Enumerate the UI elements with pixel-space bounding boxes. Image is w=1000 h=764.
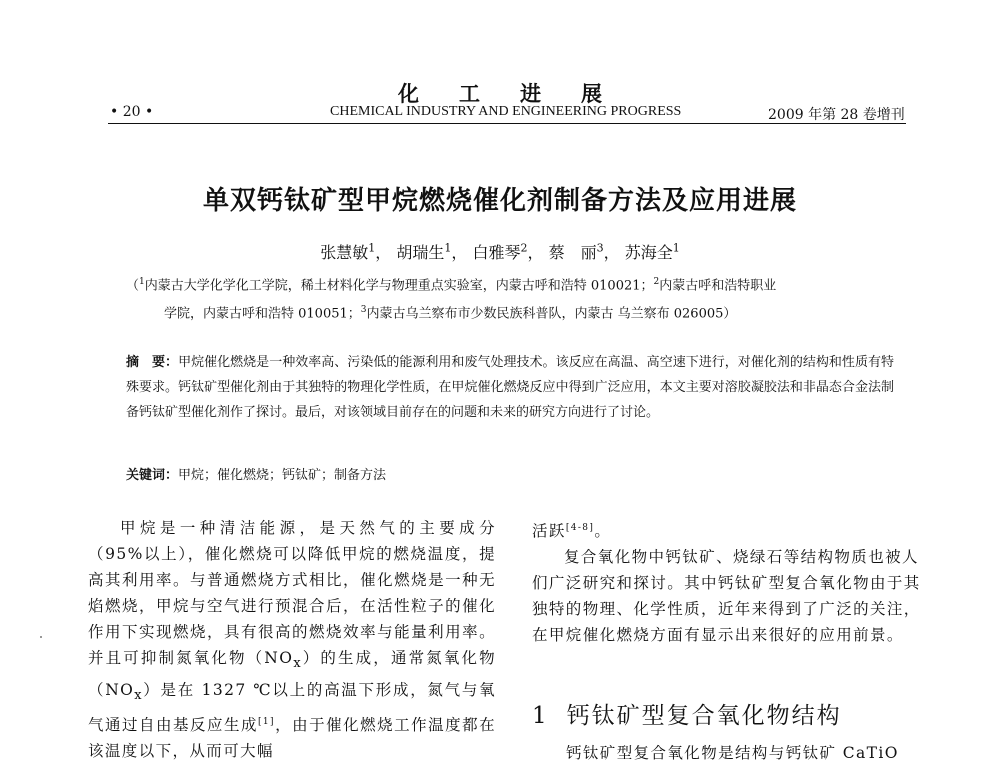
body-column-right	[532, 515, 928, 648]
author-affil-mark: 1	[368, 241, 376, 255]
keywords-text: 甲烷；催化燃烧；钙钛矿；制备方法	[178, 468, 387, 483]
abstract	[126, 350, 894, 425]
journal-title-en: CHEMICAL INDUSTRY AND ENGINEERING PROGRESS	[330, 104, 682, 119]
author-name: 蔡 丽	[548, 243, 597, 262]
paragraph: 复合氧化物中钙钛矿、烧绿石等结构物质也被人们广泛研究和探讨。其中钙钛矿型复合氧化物由于其独特的物理、化学性质，近年来得到了广泛的关注，在甲烷催化燃烧方面有显示出来很好的应用前景。	[532, 548, 921, 645]
issue-info: 2009 年第 28 卷增刊	[768, 107, 905, 123]
header-rule	[108, 123, 906, 124]
abstract-label: 摘 要：	[126, 355, 179, 370]
affiliations: （$^1$内蒙古大学化学化工学院，稀土材料化学与物理重点实验室，内蒙古呼和浩特 010021；$^2$内蒙古呼和浩特职业 学院，内蒙古呼和浩特 010051；$^3$内蒙古乌兰察布市少数民族科普队，内蒙古 乌兰察布 026005）	[126, 277, 777, 322]
affiliation-3: 内蒙古乌兰察布市少数民族科普队，内蒙古 乌兰察布 026005）	[366, 306, 737, 322]
keywords	[126, 464, 386, 483]
abstract-text: 甲烷催化燃烧是一种效率高、污染低的能源利用和废气处理技术。该反应在高温、高空速下进行，对催化剂的结构和性质有特殊要求。钙钛矿型催化剂由于其独特的物理化学性质，在甲烷催化燃烧反应中得到广泛应用，本文主要对溶胶凝胶法和非晶态合金法制备钙钛矿型催化剂作了探讨。最后，对该领域目前存在的问题和未来的研究方向进行了讨论。	[126, 355, 894, 420]
section-text: 钙钛矿型复合氧化物是结构与钙钛矿 CaTiO	[566, 744, 899, 762]
section-number: 1	[532, 703, 549, 729]
author-name: 白雅琴	[472, 243, 521, 262]
author-affil-mark: 1	[444, 241, 452, 255]
affiliation-1: 内蒙古大学化学化工学院，稀土材料化学与物理重点实验室，内蒙古呼和浩特 010021；	[144, 278, 654, 294]
body-column-left	[88, 515, 496, 764]
author-name: 苏海全	[624, 243, 673, 262]
author-affil-mark: 1	[672, 241, 680, 255]
page-number: • 20 •	[110, 104, 154, 120]
journal-title-cn: 化工进展	[398, 81, 642, 106]
citation: [1]	[258, 717, 275, 728]
affiliation-2: 内蒙古呼和浩特职业	[659, 278, 777, 294]
citation: [4-8]	[565, 523, 595, 533]
paper-title: 单双钙钛矿型甲烷燃烧催化剂制备方法及应用进展	[202, 186, 797, 216]
paragraph: 甲烷是一种清洁能源，是天然气的主要成分（95%以上），催化燃烧可以降低甲烷的燃烧温度，提高其利用率。与普通燃烧方式相比，催化燃烧是一种无焰燃烧，甲烷与空气进行预混合后，在活性粒子的催化作用下实现燃烧，具有很高的燃烧效率与能量利用率。并且可抑制氮氧化物$(NO_x)$的生成，通常氮氧化物$(NO_x)$是在 1327 ℃以上的高温下形成，氮气与氧气通过自由基反应生成[1]，由于催化燃烧工作温度都在该温度以下，从而可大幅	[88, 519, 496, 761]
author-name: 胡瑞生	[396, 243, 445, 262]
section-title: 钙钛矿型复合氧化物结构	[566, 703, 842, 729]
paragraph: 活跃[4-8]。	[532, 522, 612, 541]
section-heading	[532, 697, 842, 730]
author-affil-mark: 3	[596, 241, 604, 255]
author-list: 张慧敏$^1$， 胡瑞生$^1$， 白雅琴$^2$， 蔡 丽$^3$， 苏海全$^1$	[320, 241, 680, 262]
keywords-label: 关键词：	[126, 468, 179, 483]
affiliation-2-cont: 学院，内蒙古呼和浩特 010051；	[164, 306, 361, 322]
author-affil-mark: 2	[520, 241, 528, 255]
scan-speck	[40, 636, 42, 638]
author-name: 张慧敏	[320, 243, 369, 262]
